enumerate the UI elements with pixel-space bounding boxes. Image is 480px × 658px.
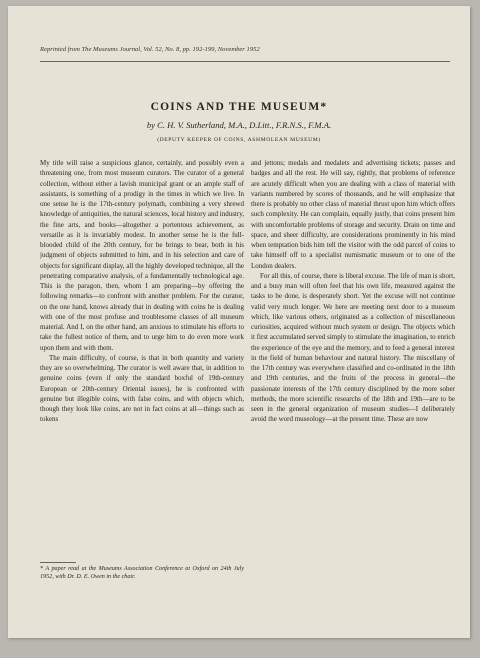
left-column: [40, 158, 244, 560]
author-position: (DEPUTY KEEPER OF COINS, ASHMOLEAN MUSEUM): [157, 137, 321, 143]
paragraph: and jettons; medals and medalets and advertising tickets; passes and badges and all the rest. He will say, rightly, that problems of reference are acutely difficult when you are dealing with a class of material with variants numbered by scores of thousands, and he will emphasize that there is probably no other class of material thrust upon him which offers such complexity. He can complain, equally justly, that coins present him with uncomfortable problems of storage and security. Drain on time and space, and sheer difficulty, are considerations prominently in his mind when temptation bids him tell the visitor with the odd parcel of coins to take himself off to a specialist numismatic museum or to one of the London dealers.: [251, 159, 455, 270]
footnote: * A paper read at the Museums Association Conference at Oxford on 24th July 1952, with Dr. D. E. Owen in the chair.: [40, 566, 244, 581]
paragraph: For all this, of course, there is liberal excuse. The life of man is short, and a busy man will often feel that his own life, measured against the tasks to be done, is desperately short. Yet the excuse will not continue valid very much longer. We here are meeting next door to a museum which, like various others, originated as a collection of miscellaneous curiosities, acquired without much system or design. The objects which it first accumulated served simply to stimulate the imagination, to enrich the experience of the eye and the memory, and to feed a general interest in the field of human behaviour and natural history. The miscellany of the 17th century was everywhere classified and co-ordinated in the 18th and 19th centuries, and the fruits of the process in general—the passionate interests of the 17th century disciplined by the more sober methods, the more scientific researchs of the 18th and 19th—are to be seen in the general organization of museum studies—I deliberately avoid the word museology—at the present time. These are now: [251, 271, 455, 424]
footnote-rule: [40, 562, 76, 563]
paragraph: My title will raise a suspicious glance, certainly, and possibly even a threatening one, from most museum curators. The curator of a general collection, without either a lavish municipal grant or an ample staff of assistants, is something of a prodigy in the times in which we live. In one sense he is the 17th-century polymath, combining a very shrewd knowledge of antiquities, the natural sciences, local history and industry, the fine arts, and books—altogether a portentous achievement, as versatile as it is invariably modest. In another sense he is the full-blooded child of the 20th century, for he brings to bear, both in his judgment of objects submitted to him, and in his selection and care of objects for significant display, all the highly developed technique, all the penetrating comparative analysis, of a fundamentally technological age. This is the paragon, then, whom I am preparing—by offering the following remarks—to confront with another problem. For the curator, on the one hand, knows already that in dealing with coins he is dealing with one of the most profuse and troublesome classes of all museum material. And I, on the other hand, am anxious to stimulate his efforts to take the fullest notice of them, and to urge him to do even more work upon them and with them.: [40, 159, 244, 352]
reprint-citation: Reprinted from The Museums Journal, Vol. 52, No. 8, pp. 192-199, November 1952: [40, 46, 260, 53]
paragraph: The main difficulty, of course, is that in both quantity and variety they are so overwhelming. The curator is well aware that, in addition to genuine coins (even if only the standard boxful of 19th-century European or 20th-century Oriental issues), he is confronted with genuine but illegible coins, with false coins, and with objects which, though they look like coins, are not in fact coins at all—things such as tokens: [40, 353, 244, 424]
author-byline: by C. H. V. Sutherland, M.A., D.Litt., F.R.N.S., F.M.A.: [146, 120, 332, 130]
right-column: [251, 158, 455, 658]
article-title: COINS AND THE MUSEUM*: [150, 101, 328, 113]
header-rule: [40, 61, 450, 62]
document-page: [8, 6, 470, 638]
